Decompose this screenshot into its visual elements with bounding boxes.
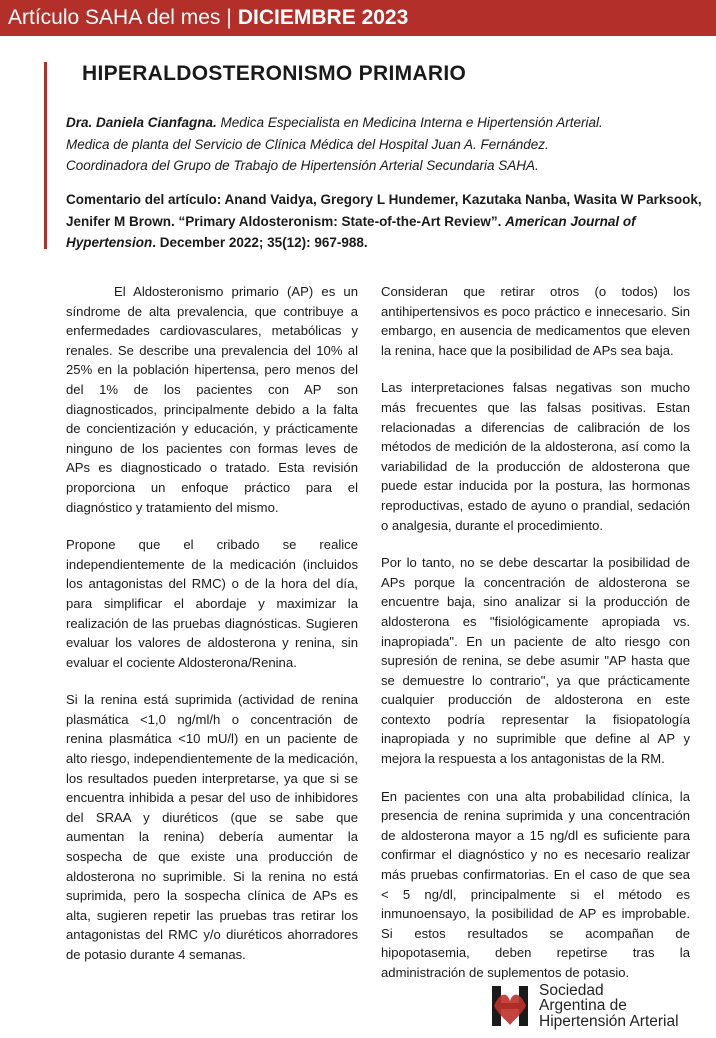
article-title: HIPERALDOSTERONISMO PRIMARIO [82,62,467,85]
logo-line: Hipertensión Arterial [539,1012,679,1030]
saha-logo-icon [487,983,533,1029]
body-paragraph: El Aldosteronismo primario (AP) es un síndrome de alta prevalencia, que contribuye a enfermedades cardiovasculares, metabólicas y renales. Se describe una prevalencia del 10% al 25% en la población hipertensa, pero menos del del 1% de los pacientes con AP son diagnosticados, principalmente debido a la falta de concientización y educación, y prácticamente ninguno de los pacientes con formas leves de APs es diagnosticado o tratado. Esta revisión proporciona un enfoque práctico para el diagnóstico y tratamiento del mismo. [66,284,358,515]
body-paragraph: Por lo tanto, no se debe descartar la posibilidad de APs porque la concentración de aldosterona se encuentre baja, sino analizar si la producción de aldosterona es "fisiológicamente apropiada vs. inapropiada". En un paciente de alto riesgo con supresión de renina, se debe asumir "AP hasta que se demuestre lo contrario", ya que prácticamente cualquier producción de aldosterona en este contexto podría representar la fisiopatología inapropiada y no suprimible que define al AP y mejora la respuesta a los antagonistas de la RM. [381,555,690,767]
logo-line: Argentina de [539,997,627,1015]
saha-logo-text [539,983,679,1030]
author-name: Dra. Daniela Cianfagna. [66,115,217,130]
accent-rule [44,62,47,249]
logo-line: Sociedad [539,981,604,999]
author-affiliation: Medica de planta del Servicio de Clínica Médica del Hospital Juan A. Fernández. [66,136,549,152]
body-paragraph: Las interpretaciones falsas negativas son mucho más frecuentes que las falsas positivas. Estan relacionadas a diferencias de calibración de los métodos de medición de la aldosterona, así como la variabilidad de la producción de aldosterona que puede estar inducida por la postura, las hormonas reproductivas, estado de ayuno o prandial, sedación o analgesia, durante el procedimiento. [381,380,690,533]
body-paragraph: Propone que el cribado se realice independientemente de la medicación (incluidos los antagonistas del RMC) o de la hora del día, para simplificar el abordaje y maximizar la realización de las pruebas diagnósticas. Sugieren evaluar los valores de aldosterona y renina, sin evaluar el cociente Aldosterona/Renina. [66,537,358,670]
body-paragraph: Consideran que retirar otros (o todos) los antihipertensivos es poco práctico e innecesario. Sin embargo, en ausencia de medicamentos que eleven la renina, hace que la posibilidad de APs sea baja. [381,284,690,358]
body-paragraph: Si la renina está suprimida (actividad de renina plasmática <1,0 ng/ml/h o concentración de renina plasmática <10 mU/l) en un paciente de alto riesgo, independientemente de la medicación, los resultados pueden interpretarse, ya que si se encuentra inhibida a pesar del uso de inhibidores del SRAA y diuréticos (que se sabe que aumentan la renina) debería aumentar la sospecha de que existe una producción de aldosterona no suprimible. Si la renina no está suprimida, pero la sospecha clínica de APs es alta, sugieren repetir las pruebas tras retirar los antagonistas del RMC y/o diuréticos ahorradores de potasio durante 4 semanas. [66,692,358,962]
series-label: Artículo SAHA del mes [8,6,221,29]
saha-logo [487,981,709,1031]
reference-authors: Comentario del artículo: Anand Vaidya, Gregory L Hundemer, Kazutaka Nanba, Wasita W Parksook, Jenifer M Brown. “Primary Aldosteronism: State-of-the-Art Review”. [66,192,702,229]
header-banner [0,0,716,36]
body-paragraph: En pacientes con una alta probabilidad clínica, la presencia de renina suprimida y una concentración de aldosterona mayor a 15 ng/dl es suficiente para confirmar el diagnóstico y no es necesario realizar más pruebas confirmatorias. En el caso de que sea < 5 ng/dl, principalmente si el método es inmunoensayo, la posibilidad de AP es improbable. Si estos resultados se acompañan de hipopotasemia, deben repetirse tras la administración de suplementos de potasio. [381,788,690,980]
reference-journal: American Journal of Hypertension [66,213,636,250]
article-reference [66,189,706,254]
author-role: Coordinadora del Grupo de Trabajo de Hipertensión Arterial Secundaria SAHA. [66,158,539,173]
banner-separator: | [226,6,232,29]
issue-month: DICIEMBRE 2023 [237,6,409,29]
author-block [66,112,706,177]
author-credential: Medica Especialista en Medicina Interna e Hipertensión Arterial. [216,115,603,130]
body-column-right [381,282,690,1001]
reference-citation: . December 2022; 35(12): 967-988. [152,235,368,250]
body-column-left [66,282,358,983]
